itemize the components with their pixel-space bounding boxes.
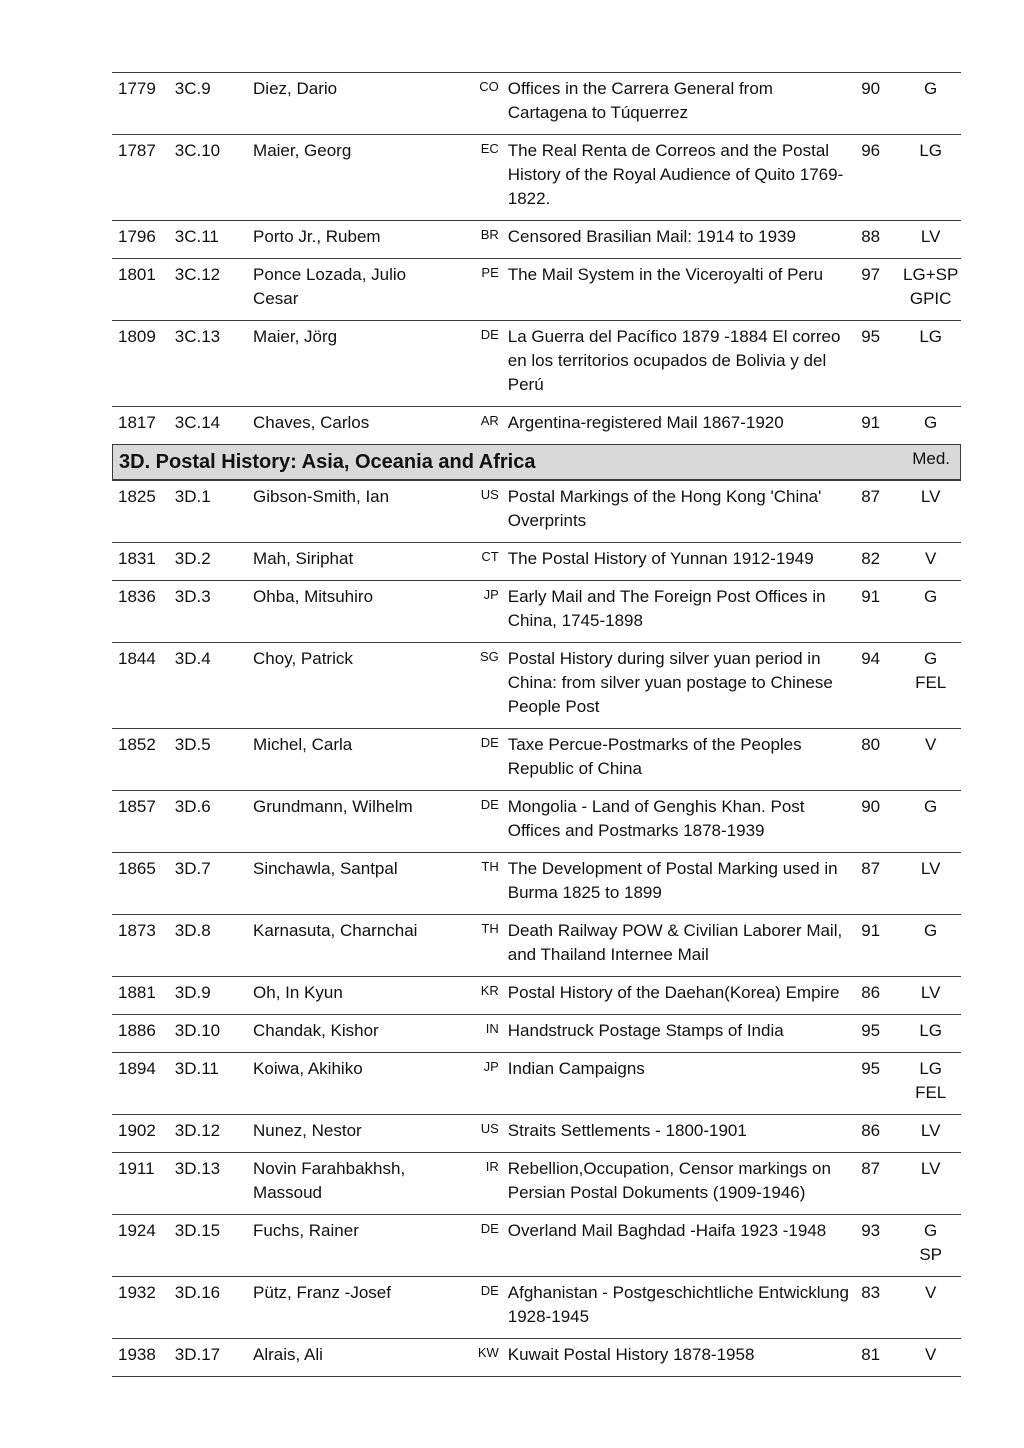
exhibitor-name: Chaves, Carlos xyxy=(253,413,370,432)
exhibit-number: 1844 xyxy=(118,649,156,668)
exhibit-number: 1836 xyxy=(118,587,156,606)
class-code: 3C.9 xyxy=(174,79,211,98)
exhibit-title: Argentina-registered Mail 1867-1920 xyxy=(507,413,784,432)
exhibit-title: Taxe Percue-Postmarks of the Peoples Republic of China xyxy=(507,735,802,778)
table-row xyxy=(112,1214,961,1276)
table-row xyxy=(112,1052,961,1114)
country-code: DE xyxy=(480,327,499,342)
exhibit-title: Mongolia - Land of Genghis Khan. Post Offices and Postmarks 1878-1939 xyxy=(507,797,805,840)
medal: LV xyxy=(920,859,941,878)
points: 90 xyxy=(861,79,881,98)
exhibit-title: Kuwait Postal History 1878-1958 xyxy=(507,1345,755,1364)
medal: LV xyxy=(920,1121,941,1140)
table-row xyxy=(112,258,961,320)
table-row xyxy=(112,1152,961,1214)
exhibit-title: Afghanistan - Postgeschichtliche Entwicklung 1928-1945 xyxy=(507,1283,849,1326)
exhibitor-name: Michel, Carla xyxy=(253,735,353,754)
medal: G xyxy=(924,79,938,98)
country-code: JP xyxy=(483,1059,499,1074)
medal: LG+SP GPIC xyxy=(903,265,959,308)
exhibitor-name: Nunez, Nestor xyxy=(253,1121,362,1140)
exhibitor-name: Fuchs, Rainer xyxy=(253,1221,359,1240)
medal: LG FEL xyxy=(915,1059,947,1102)
exhibit-title: Death Railway POW & Civilian Laborer Mail, and Thailand Internee Mail xyxy=(507,921,843,964)
exhibit-number: 1801 xyxy=(118,265,156,284)
medal: LV xyxy=(920,227,941,246)
exhibit-title: Overland Mail Baghdad -Haifa 1923 -1948 xyxy=(507,1221,827,1240)
exhibit-number: 1911 xyxy=(118,1159,155,1178)
table-row xyxy=(112,1276,961,1338)
table-row xyxy=(112,790,961,852)
class-code: 3D.12 xyxy=(174,1121,221,1140)
exhibit-number: 1796 xyxy=(118,227,156,246)
exhibit-title: Postal History during silver yuan period in China: from silver yuan postage to Chinese People Post xyxy=(507,649,833,716)
country-code: EC xyxy=(480,141,499,156)
country-code: TH xyxy=(481,921,499,936)
section-title: 3D. Postal History: Asia, Oceania and Africa xyxy=(119,450,536,473)
points: 91 xyxy=(861,921,881,940)
medal: G SP xyxy=(919,1221,942,1264)
medal: LV xyxy=(920,1159,941,1178)
section-header xyxy=(112,444,961,480)
table-row xyxy=(112,728,961,790)
country-code: DE xyxy=(480,797,499,812)
exhibit-number: 1881 xyxy=(118,983,156,1002)
points: 91 xyxy=(861,587,881,606)
exhibit-number: 1825 xyxy=(118,487,156,506)
exhibit-number: 1817 xyxy=(118,413,156,432)
points: 95 xyxy=(861,1059,881,1078)
exhibitor-name: Ponce Lozada, Julio Cesar xyxy=(253,265,407,308)
table-row xyxy=(112,542,961,580)
country-code: KR xyxy=(480,983,499,998)
table-row xyxy=(112,642,961,728)
exhibitor-name: Alrais, Ali xyxy=(253,1345,323,1364)
results-table xyxy=(112,72,961,1377)
country-code: BR xyxy=(480,227,499,242)
exhibit-number: 1938 xyxy=(118,1345,156,1364)
exhibit-title: The Postal History of Yunnan 1912-1949 xyxy=(507,549,814,568)
class-code: 3D.16 xyxy=(174,1283,221,1302)
points: 90 xyxy=(861,797,881,816)
class-code: 3D.3 xyxy=(174,587,211,606)
class-code: 3D.11 xyxy=(174,1059,219,1078)
points: 80 xyxy=(861,735,881,754)
exhibitor-name: Diez, Dario xyxy=(253,79,338,98)
class-code: 3D.9 xyxy=(174,983,211,1002)
exhibitor-name: Sinchawla, Santpal xyxy=(253,859,398,878)
class-code: 3C.10 xyxy=(174,141,221,160)
exhibit-number: 1779 xyxy=(118,79,156,98)
class-code: 3C.13 xyxy=(174,327,221,346)
points: 87 xyxy=(861,487,881,506)
country-code: US xyxy=(480,1121,499,1136)
points: 93 xyxy=(861,1221,881,1240)
exhibit-number: 1873 xyxy=(118,921,156,940)
country-code: AR xyxy=(480,413,499,428)
exhibit-title: Censored Brasilian Mail: 1914 to 1939 xyxy=(507,227,796,246)
points: 91 xyxy=(861,413,881,432)
exhibitor-name: Koiwa, Akihiko xyxy=(253,1059,363,1078)
table-row xyxy=(112,1114,961,1152)
points: 87 xyxy=(861,1159,881,1178)
country-code: JP xyxy=(483,587,499,602)
class-code: 3D.13 xyxy=(174,1159,221,1178)
exhibit-title: Postal Markings of the Hong Kong 'China' Overprints xyxy=(507,487,822,530)
exhibit-title: Handstruck Postage Stamps of India xyxy=(507,1021,784,1040)
exhibitor-name: Porto Jr., Rubem xyxy=(253,227,381,246)
medal: G xyxy=(924,921,938,940)
class-code: 3D.5 xyxy=(174,735,211,754)
country-code: CO xyxy=(479,79,499,94)
medal: LG xyxy=(919,327,942,346)
class-code: 3D.7 xyxy=(174,859,211,878)
exhibitor-name: Maier, Jörg xyxy=(253,327,338,346)
section-3d-rows xyxy=(112,480,961,1377)
table-row xyxy=(112,1338,961,1377)
class-code: 3D.15 xyxy=(174,1221,221,1240)
exhibitor-name: Mah, Siriphat xyxy=(253,549,354,568)
medal: V xyxy=(924,1283,937,1302)
country-code: IN xyxy=(485,1021,499,1036)
exhibit-title: The Mail System in the Viceroyalti of Peru xyxy=(507,265,824,284)
exhibit-title: Postal History of the Daehan(Korea) Empire xyxy=(507,983,840,1002)
medal: LV xyxy=(920,487,941,506)
exhibit-title: Early Mail and The Foreign Post Offices in China, 1745-1898 xyxy=(507,587,826,630)
table-row xyxy=(112,1014,961,1052)
points: 94 xyxy=(861,649,881,668)
medal: LG xyxy=(919,1021,942,1040)
points: 86 xyxy=(861,1121,881,1140)
exhibit-title: The Development of Postal Marking used in Burma 1825 to 1899 xyxy=(507,859,838,902)
exhibitor-name: Oh, In Kyun xyxy=(253,983,343,1002)
points: 81 xyxy=(861,1345,881,1364)
medal: V xyxy=(924,549,937,568)
points: 87 xyxy=(861,859,881,878)
medal: G FEL xyxy=(915,649,947,692)
exhibitor-name: Choy, Patrick xyxy=(253,649,353,668)
section-3c-rows xyxy=(112,72,961,444)
country-code: KW xyxy=(477,1345,499,1360)
exhibit-number: 1886 xyxy=(118,1021,156,1040)
table-row xyxy=(112,220,961,258)
exhibitor-name: Maier, Georg xyxy=(253,141,352,160)
class-code: 3C.14 xyxy=(174,413,221,432)
exhibitor-name: Gibson-Smith, Ian xyxy=(253,487,390,506)
exhibit-title: The Real Renta de Correos and the Postal History of the Royal Audience of Quito 1769-1822. xyxy=(507,141,844,208)
class-code: 3D.4 xyxy=(174,649,211,668)
exhibit-title: Indian Campaigns xyxy=(507,1059,645,1078)
medal: G xyxy=(924,797,938,816)
exhibitor-name: Karnasuta, Charnchai xyxy=(253,921,418,940)
exhibitor-name: Chandak, Kishor xyxy=(253,1021,379,1040)
points: 86 xyxy=(861,983,881,1002)
class-code: 3D.2 xyxy=(174,549,211,568)
table-row xyxy=(112,480,961,542)
table-row xyxy=(112,976,961,1014)
medal: G xyxy=(924,587,938,606)
table-row xyxy=(112,852,961,914)
medal-column-header: Med. xyxy=(912,449,950,468)
exhibit-number: 1787 xyxy=(118,141,156,160)
points: 95 xyxy=(861,1021,881,1040)
medal: V xyxy=(924,1345,937,1364)
country-code: TH xyxy=(481,859,499,874)
table-row xyxy=(112,580,961,642)
exhibitor-name: Ohba, Mitsuhiro xyxy=(253,587,374,606)
exhibit-number: 1865 xyxy=(118,859,156,878)
country-code: DE xyxy=(480,735,499,750)
class-code: 3C.11 xyxy=(174,227,219,246)
exhibit-title: Straits Settlements - 1800-1901 xyxy=(507,1121,747,1140)
country-code: PE xyxy=(481,265,499,280)
country-code: US xyxy=(480,487,499,502)
exhibit-title: Rebellion,Occupation, Censor markings on Persian Postal Dokuments (1909-1946) xyxy=(507,1159,831,1202)
country-code: IR xyxy=(485,1159,499,1174)
table-row xyxy=(112,406,961,444)
exhibit-number: 1902 xyxy=(118,1121,156,1140)
table-row xyxy=(112,914,961,976)
points: 96 xyxy=(861,141,881,160)
exhibit-number: 1809 xyxy=(118,327,156,346)
points: 83 xyxy=(861,1283,881,1302)
table-row xyxy=(112,134,961,220)
class-code: 3D.8 xyxy=(174,921,211,940)
medal: G xyxy=(924,413,938,432)
exhibit-number: 1894 xyxy=(118,1059,156,1078)
exhibit-number: 1932 xyxy=(118,1283,156,1302)
exhibit-number: 1852 xyxy=(118,735,156,754)
exhibitor-name: Pütz, Franz -Josef xyxy=(253,1283,391,1302)
exhibit-number: 1831 xyxy=(118,549,156,568)
medal: V xyxy=(924,735,937,754)
class-code: 3D.10 xyxy=(174,1021,221,1040)
country-code: CT xyxy=(481,549,499,564)
exhibit-number: 1857 xyxy=(118,797,156,816)
exhibit-number: 1924 xyxy=(118,1221,156,1240)
points: 82 xyxy=(861,549,881,568)
medal: LV xyxy=(920,983,941,1002)
class-code: 3D.17 xyxy=(174,1345,221,1364)
class-code: 3C.12 xyxy=(174,265,221,284)
exhibitor-name: Grundmann, Wilhelm xyxy=(253,797,413,816)
table-row xyxy=(112,72,961,134)
points: 95 xyxy=(861,327,881,346)
points: 97 xyxy=(861,265,881,284)
class-code: 3D.6 xyxy=(174,797,211,816)
exhibit-title: Offices in the Carrera General from Cartagena to Túquerrez xyxy=(507,79,773,122)
medal: LG xyxy=(919,141,942,160)
exhibitor-name: Novin Farahbakhsh, Massoud xyxy=(253,1159,406,1202)
country-code: DE xyxy=(480,1283,499,1298)
table-row xyxy=(112,320,961,406)
exhibit-title: La Guerra del Pacífico 1879 -1884 El correo en los territorios ocupados de Bolivia y del Perú xyxy=(507,327,841,394)
points: 88 xyxy=(861,227,881,246)
country-code: SG xyxy=(479,649,499,664)
class-code: 3D.1 xyxy=(174,487,211,506)
country-code: DE xyxy=(480,1221,499,1236)
